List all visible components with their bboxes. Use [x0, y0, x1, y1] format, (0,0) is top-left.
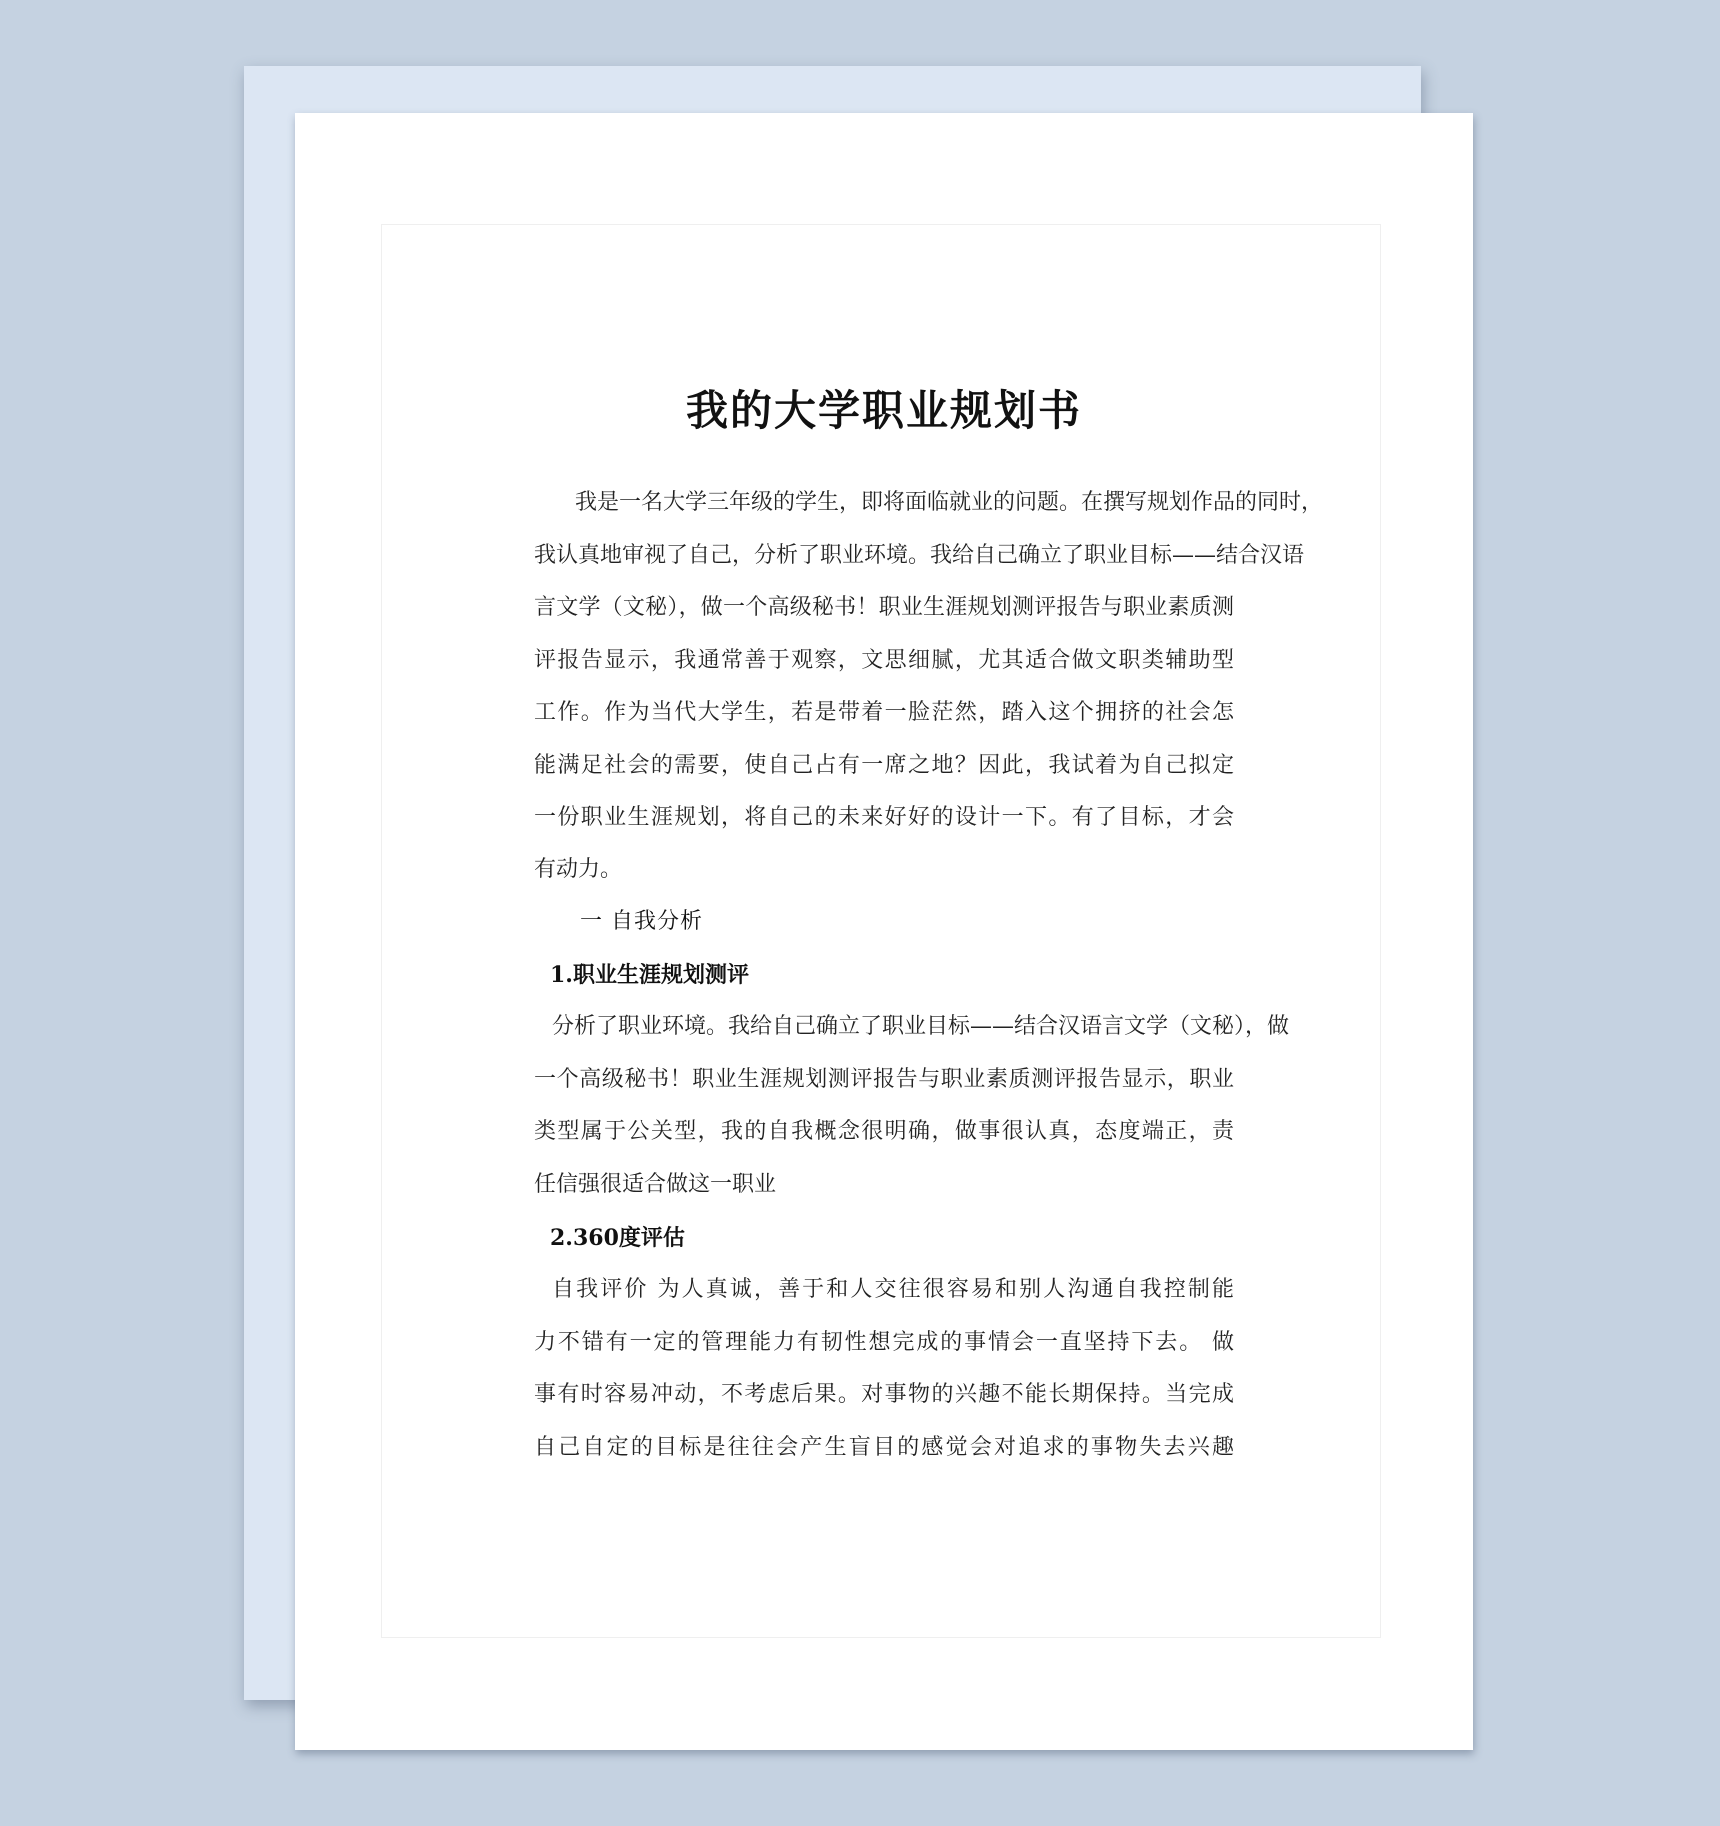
section-heading-self-analysis: 一 自我分析	[580, 909, 703, 934]
career-assessment-line-1: 分析了职业环境。我给自己确立了职业目标——结合汉语言文学（文秘），做	[552, 1014, 1290, 1039]
intro-line-4: 评报告显示，我通常善于观察，文思细腻，尤其适合做文职类辅助型	[534, 648, 1234, 673]
evaluation-line-1: 自我评价 为人真诚，善于和人交往很容易和别人沟通自我控制能	[552, 1277, 1234, 1302]
intro-line-1: 我是一名大学三年级的学生，即将面临就业的问题。在撰写规划作品的同时，	[575, 490, 1324, 515]
front-page-sheet	[295, 113, 1473, 1750]
page-margin-frame	[381, 224, 1381, 1638]
intro-line-7: 一份职业生涯规划，将自己的未来好好的设计一下。有了目标，才会	[534, 805, 1234, 830]
subsection-heading-career-assessment: 1.职业生涯规划测评	[550, 962, 749, 988]
evaluation-line-4: 自己自定的目标是往往会产生盲目的感觉会对追求的事物失去兴趣	[534, 1435, 1234, 1460]
intro-line-8: 有动力。	[534, 857, 623, 882]
career-assessment-line-3: 类型属于公关型，我的自我概念很明确，做事很认真，态度端正，责	[534, 1119, 1234, 1144]
career-assessment-line-4: 任信强很适合做这一职业	[534, 1172, 777, 1197]
intro-line-2: 我认真地审视了自己，分析了职业环境。我给自己确立了职业目标——结合汉语	[534, 543, 1305, 568]
career-assessment-line-2: 一个高级秘书！职业生涯规划测评报告与职业素质测评报告显示，职业	[534, 1067, 1234, 1092]
intro-line-3: 言文学（文秘），做一个高级秘书！职业生涯规划测评报告与职业素质测	[534, 595, 1234, 620]
intro-line-5: 工作。作为当代大学生，若是带着一脸茫然，踏入这个拥挤的社会怎	[534, 700, 1234, 725]
evaluation-line-3: 事有时容易冲动，不考虑后果。对事物的兴趣不能长期保持。当完成	[534, 1382, 1234, 1407]
subsection-heading-360-evaluation: 2.360度评估	[550, 1225, 685, 1251]
intro-line-6: 能满足社会的需要，使自己占有一席之地？因此，我试着为自己拟定	[534, 753, 1234, 778]
document-title: 我的大学职业规划书	[685, 386, 1082, 435]
evaluation-line-2: 力不错有一定的管理能力有韧性想完成的事情会一直坚持下去。 做	[534, 1330, 1234, 1355]
